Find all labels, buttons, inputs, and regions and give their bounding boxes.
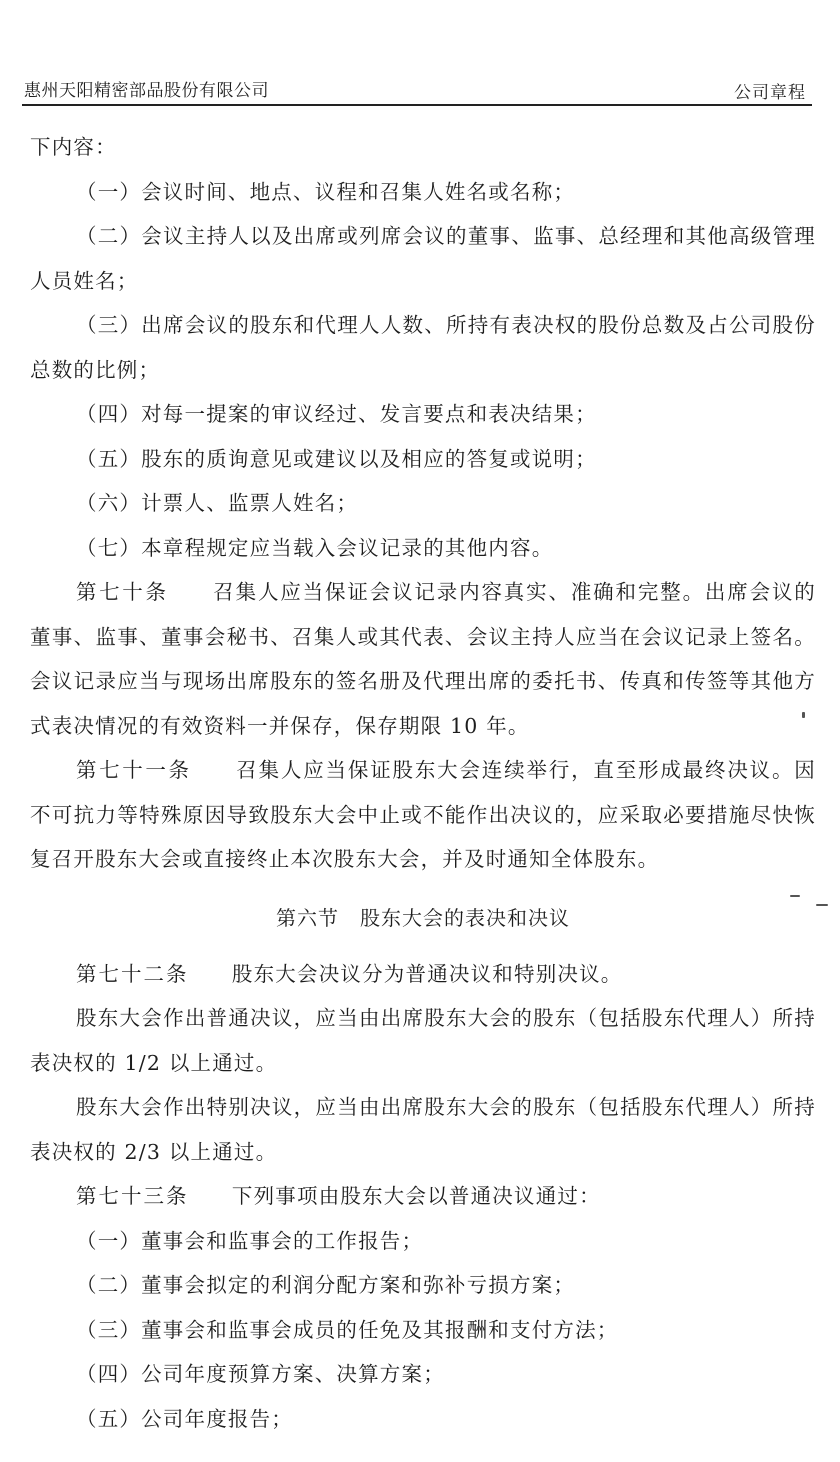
continuation-text: 下内容： bbox=[30, 135, 117, 159]
article-text: 召集人应当保证股东大会连续举行，直至形成最终决议。因不可抗力等特殊原因导致股东大会中止或不能作出决议的，应采取必要措施尽快恢复召开股东大会或直接终止本次股东大会，并及时通知全体股东。 bbox=[30, 758, 817, 871]
article-number: 第七十条 bbox=[76, 580, 169, 604]
list-item: （三）董事会和监事会成员的任免及其报酬和支付方法； bbox=[76, 1317, 619, 1342]
page-header bbox=[22, 74, 812, 106]
list-item: （四）对每一提案的审议经过、发言要点和表决结果； bbox=[76, 402, 597, 426]
scan-speck bbox=[790, 895, 800, 897]
list-item: （六）计票人、监票人姓名； bbox=[76, 491, 359, 515]
list-item: （五）股东的质询意见或建议以及相应的答复或说明； bbox=[76, 446, 597, 471]
list-item: （二）会议主持人以及出席或列席会议的董事、监事、总经理和其他高级管理人员姓名； bbox=[30, 224, 816, 293]
article-72-paragraph: 股东大会作出普通决议，应当由出席股东大会的股东（包括股东代理人）所持表决权的 1/2 以上通过。 bbox=[30, 1006, 816, 1075]
article-text: 召集人应当保证会议记录内容真实、准确和完整。出席会议的董事、监事、董事会秘书、召集人或其代表、会议主持人应当在会议记录上签名。会议记录应当与现场出席股东的签名册及代理出席的委托书、传真和传签等其他方式表决情况的有效资料一并保存，保存期限 10 年。 bbox=[30, 580, 817, 738]
list-item: （一）董事会和监事会的工作报告； bbox=[76, 1228, 424, 1253]
section-title: 第六节 股东大会的表决和决议 bbox=[276, 905, 570, 930]
scan-speck bbox=[816, 904, 828, 906]
document-type: 公司章程 bbox=[734, 83, 806, 103]
document-body bbox=[30, 125, 816, 1441]
article-number: 第七十三条 bbox=[76, 1184, 189, 1208]
list-item: （三）出席会议的股东和代理人人数、所持有表决权的股份总数及占公司股份总数的比例； bbox=[30, 313, 816, 382]
article-text: 下列事项由股东大会以普通决议通过： bbox=[231, 1184, 601, 1208]
list-item: （二）董事会拟定的利润分配方案和弥补亏损方案； bbox=[76, 1273, 576, 1297]
list-item: （七）本章程规定应当载入会议记录的其他内容。 bbox=[76, 535, 554, 560]
list-item: （四）公司年度预算方案、决算方案； bbox=[76, 1362, 445, 1386]
article-70 bbox=[30, 570, 816, 748]
article-number: 第七十二条 bbox=[76, 961, 189, 986]
article-number: 第七十一条 bbox=[76, 758, 192, 782]
article-71 bbox=[30, 748, 816, 882]
list-item: （五）公司年度报告； bbox=[76, 1406, 293, 1431]
article-72 bbox=[30, 952, 816, 997]
scan-speck bbox=[802, 712, 805, 718]
article-73 bbox=[30, 1174, 816, 1219]
company-name: 惠州天阳精密部品股份有限公司 bbox=[24, 81, 269, 101]
article-text: 股东大会决议分为普通决议和特别决议。 bbox=[231, 961, 623, 986]
list-item: （一）会议时间、地点、议程和召集人姓名或名称； bbox=[76, 179, 576, 204]
article-72-paragraph: 股东大会作出特别决议，应当由出席股东大会的股东（包括股东代理人）所持表决权的 2/3 以上通过。 bbox=[30, 1095, 816, 1164]
